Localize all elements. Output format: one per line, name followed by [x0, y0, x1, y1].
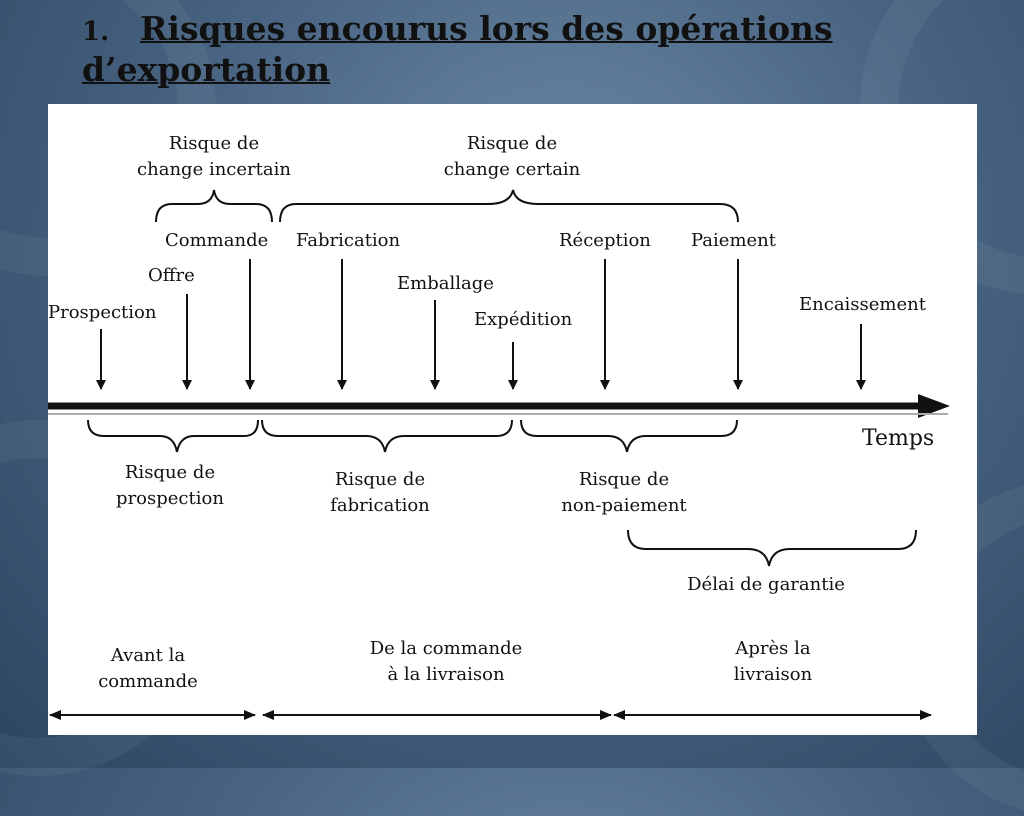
- label-phase-avant: Avant la commande: [98, 645, 198, 692]
- brace-risque-prospection: [88, 420, 258, 452]
- label-encaissement: Encaissement: [799, 294, 926, 315]
- brace-change-certain: [280, 190, 738, 222]
- label-offre: Offre: [148, 265, 195, 286]
- title-number: 1.: [82, 17, 110, 47]
- label-paiement: Paiement: [691, 230, 776, 251]
- label-prospection: Prospection: [48, 302, 157, 323]
- label-risque-fabrication: Risque de fabrication: [330, 469, 430, 516]
- label-risque-prospection: Risque de prospection: [116, 462, 224, 509]
- label-commande: Commande: [165, 230, 269, 251]
- diagram-panel: [48, 104, 977, 735]
- time-axis: [48, 394, 950, 418]
- label-risque-non-paiement: Risque de non-paiement: [561, 469, 687, 516]
- label-emballage: Emballage: [397, 273, 494, 294]
- brace-risque-non-paiement: [521, 420, 737, 452]
- brace-delai-garantie: [628, 530, 916, 566]
- brace-change-incertain: [156, 190, 272, 222]
- axis-label-temps: Temps: [862, 426, 935, 451]
- slide-title: [82, 10, 982, 89]
- label-delai-garantie: Délai de garantie: [687, 574, 845, 595]
- title-line-1: Risques encourus lors des opérations: [140, 9, 833, 48]
- label-risque-change-incertain: Risque de change incertain: [137, 133, 291, 180]
- label-phase-pendant: De la commande à la livraison: [369, 638, 523, 685]
- label-reception: Réception: [559, 230, 651, 251]
- label-phase-apres: Après la livraison: [733, 638, 813, 685]
- brace-risque-fabrication: [262, 420, 512, 452]
- label-fabrication: Fabrication: [296, 230, 401, 251]
- label-risque-change-certain: Risque de change certain: [443, 133, 581, 180]
- label-expedition: Expédition: [474, 309, 573, 330]
- title-line-2: d’exportation: [82, 50, 331, 89]
